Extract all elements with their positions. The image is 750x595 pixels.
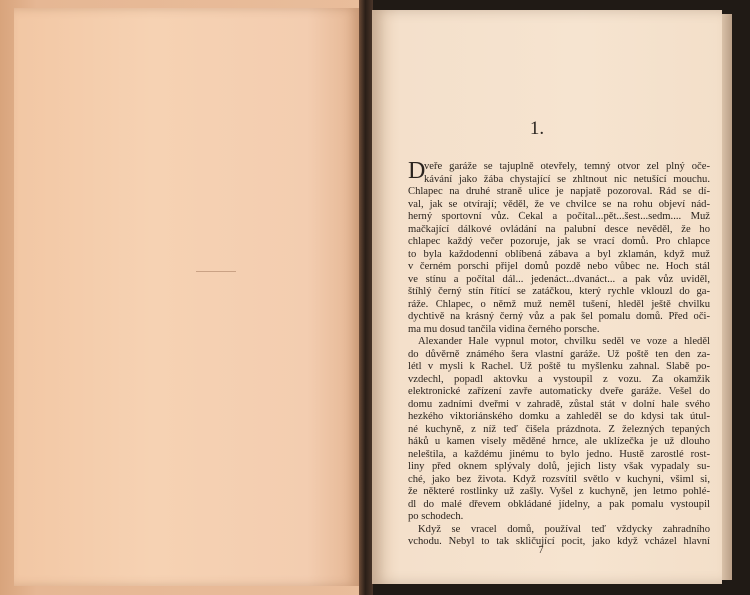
text-line: do důvěrně známého šera vlastní garáže. Už poště ten den za- [408,348,710,360]
text-line: mačkající dálkové ovládání na palubní desce nevěděl, že ho [408,223,710,235]
text-line: kávání jako žába chystající se zhltnout nic netušící mouchu. [424,173,710,185]
text-line: že některé rostlinky už zašly. Vyšel z kuchyně, jen letmo pohlé- [408,486,710,497]
left-endpaper-page [14,8,359,586]
text-line: ráže. Chlapec, o němž muž neměl tušení, hleděl ještě chvilku [408,298,710,310]
text-line: elektronické zařízení zavře automaticky dveře garáže. Vešel do [408,386,710,397]
text-line: ve stínu a počítal dál... jedenáct...dvanáct... a pak vůz uviděl, [408,273,710,285]
text-line: Když se vracel domů, používal teď vždycky zahradního [418,523,710,535]
text-line: né kuchyně, z níž teď čišela prázdnota. Z železných tepaných [408,423,710,435]
drop-cap: D [408,158,426,184]
page-number [372,545,722,556]
text-line: po schodech. [408,511,464,522]
text-line: v černém porschi přijel domů pozdě nebo vůbec ne. Hoch stál [408,261,710,272]
text-line: herný sportovní vůz. Čekal a počítal...pět...šest...sedm.... Muž [408,211,710,222]
text-line: dl do malé dřevem obkládané jídelny, a pak pomalu vystoupil [408,498,710,510]
text-line: veře garáže se tajuplně otevřely, temný otvor zel plný oče- [424,161,710,172]
text-line: vzdechl, popadl aktovku a vystoupil z vozu. Za okamžik [408,373,710,385]
chapter-number: 1. [529,118,545,139]
text-line: háků u kamen visely měděné hrnce, ale uklízečka je už dlouho [408,436,710,447]
chapter-heading [372,118,722,140]
text-line: Chlapec na druhé straně ulice je napjatě pozoroval. Rád se dí- [408,186,710,197]
text-line: štíhlý černý stín řítící se zatáčkou, který rychle vklouzl do ga- [408,286,710,297]
book-gutter [359,0,373,595]
text-line: val, jak se otvírají; věděl, že ve chvilce se na rohu objeví nád- [408,198,710,210]
body-text [408,158,710,549]
text-line: to byla každodenní oblíbená zábava a byl zklamán, když muž [408,248,710,260]
page-number-value: 7 [538,545,544,556]
text-line: chlapec každý večer pozoruje, jak se vrací domů. Pro chlapce [408,236,710,247]
text-line: Alexander Hale vypnul motor, chvilku seděl ve voze a hleděl [418,336,710,347]
text-line: létl v mysli k Rachel. Už poště tu myšlenku zahnal. Slabě po- [408,361,710,372]
text-line: ma mu dosud tančila vidina černého porsche. [408,323,600,335]
text-line: hezkého viktoriánského domku a zahleděl se do kdysi tak útul- [408,411,710,422]
text-line: neleštila, a každému jinému to bylo jedno. Hustě zarostlé rost- [408,448,710,460]
right-text-page [372,10,722,584]
text-line: vchodu. Nebyl to tak skličující pocit, jako když vcházel hlavní [408,536,710,547]
page-edges [722,14,732,580]
text-line: dychtivě na krásný černý vůz a pak šel pomalu domů. Před oči- [408,311,710,322]
text-line: ché, jako bez života. Když rozsvítil světlo v kuchyni, všiml si, [408,473,710,485]
pencil-mark [196,271,236,272]
text-line: domu zadními dveřmi v zahradě, zůstal stát v dolní hale svého [408,398,710,410]
text-line: liny před oknem splývaly dolů, jejich listy však vypadaly su- [408,461,710,472]
